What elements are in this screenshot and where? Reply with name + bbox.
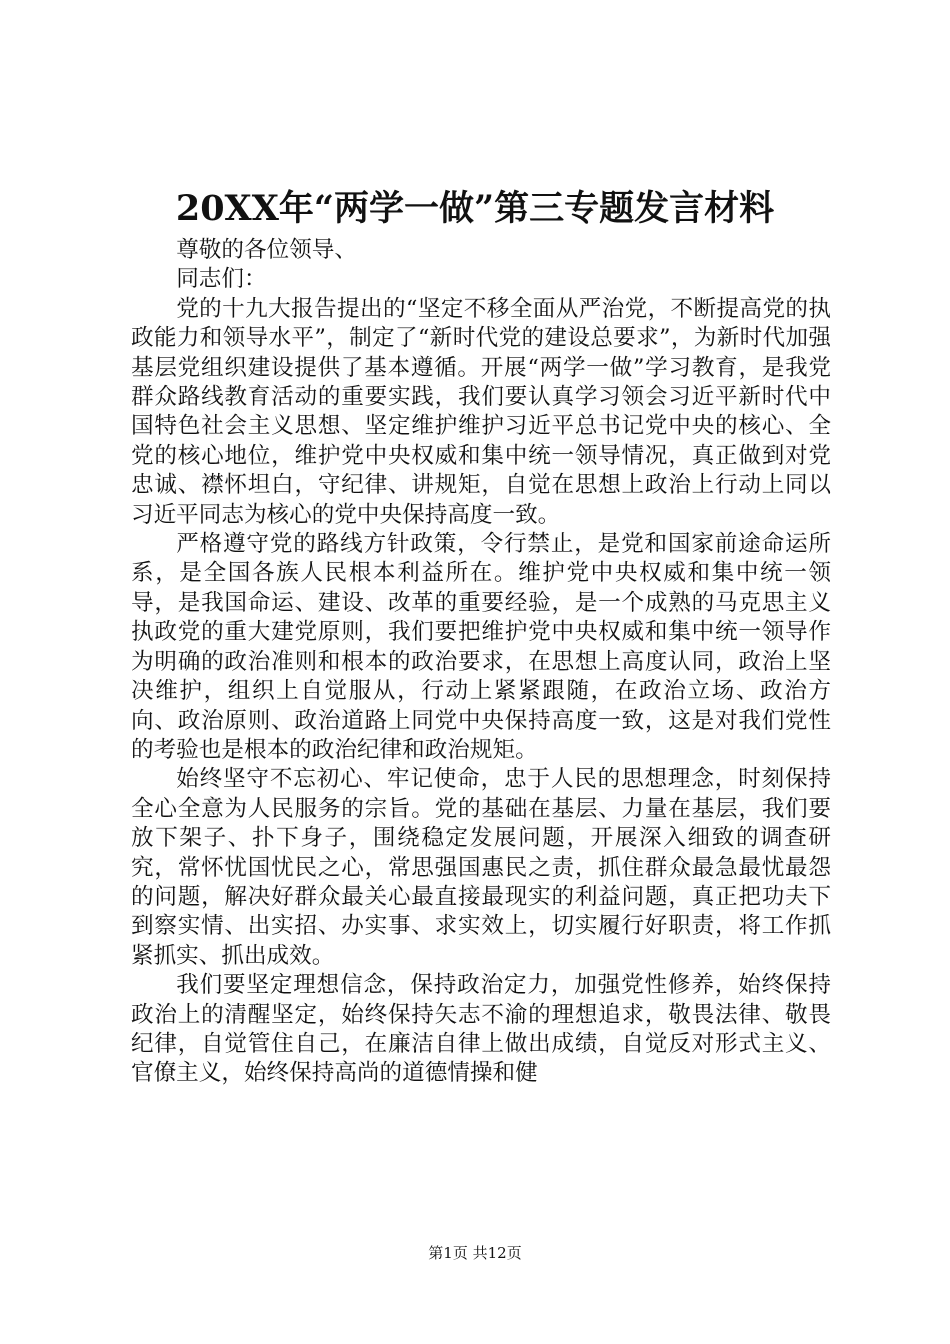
salutation-line-2: 同志们： xyxy=(176,266,267,293)
paragraph-1: 党的十九大报告提出的“坚定不移全面从严治党，不断提高党的执政能力和领导水平”，制定了“新时代党的建设总要求”，为新时代加强基层党组织建设提供了基本遵循。开展“两学一做”学习教育，是我党群众路线教育活动的重要实践，我们要认真学习领会习近平新时代中国特色社会主义思想、坚定维护维护习近平总书记党中央的核心、全党的核心地位，维护党中央权威和集中统一领导情况，真正做到对党忠诚、襟怀坦白，守纪律、讲规矩，自觉在思想上政治上行动上同以习近平同志为核心的党中央保持高度一致。 xyxy=(131,295,831,528)
salutation-line-1: 尊敬的各位领导、 xyxy=(176,237,357,263)
document-body xyxy=(131,236,831,1089)
document-title: 20XX年“两学一做”第三专题发言材料 xyxy=(175,188,775,229)
paragraph-2: 严格遵守党的路线方针政策，令行禁止，是党和国家前途命运所系，是全国各族人民根本利益所在。维护党中央权威和集中统一领导，是我国命运、建设、改革的重要经验，是一个成熟的马克思主义执政党的重大建党原则，我们要把维护党中央权威和集中统一领导作为明确的政治准则和根本的政治要求，在思想上高度认同，政治上坚决维护，组织上自觉服从，行动上紧紧跟随，在政治立场、政治方向、政治原则、政治道路上同党中央保持高度一致，这是对我们党性的考验也是根本的政治纪律和政治规矩。 xyxy=(131,531,831,763)
paragraph-3: 始终坚守不忘初心、牢记使命，忠于人民的思想理念，时刻保持全心全意为人民服务的宗旨。党的基础在基层、力量在基层，我们要放下架子、扑下身子，围绕稳定发展问题，开展深入细致的调查研究，常怀忧国忧民之心，常思强国惠民之责，抓住群众最急最忧最怨的问题，解决好群众最关心最直接最现实的利益问题，真正把功夫下到察实情、出实招、办实事、求实效上，切实履行好职责，将工作抓紧抓实、抓出成效。 xyxy=(131,766,831,969)
page-number-footer: 第1页 共12页 xyxy=(428,1244,522,1262)
paragraph-4: 我们要坚定理想信念，保持政治定力，加强党性修养，始终保持政治上的清醒坚定，始终保持矢志不渝的理想追求，敬畏法律、敬畏纪律，自觉管住自己，在廉洁自律上做出成绩，自觉反对形式主义、官僚主义，始终保持高尚的道德情操和健 xyxy=(131,972,831,1087)
